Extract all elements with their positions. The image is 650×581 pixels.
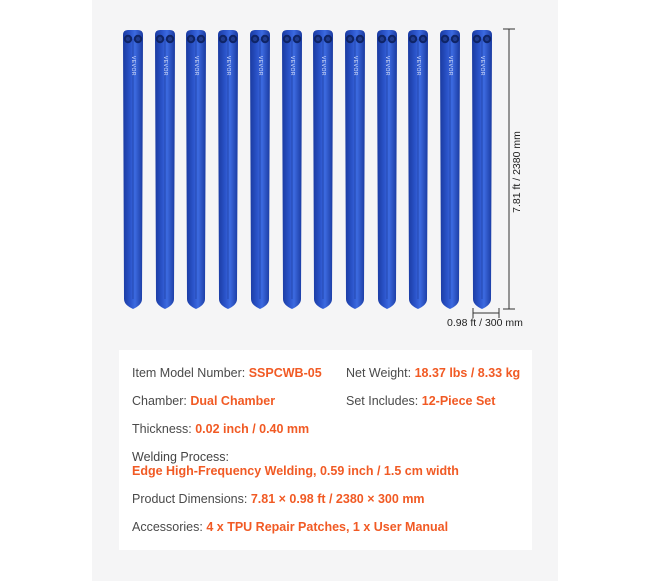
spec-value: Dual Chamber xyxy=(190,394,276,408)
spec-label: Accessories: xyxy=(132,520,207,534)
spec-label: Chamber: xyxy=(132,394,191,408)
spec-thickness xyxy=(132,422,309,436)
spec-value: 12-Piece Set xyxy=(421,394,496,408)
spec-accessories xyxy=(132,520,448,534)
spec-label: Product Dimensions: xyxy=(132,492,251,506)
spec-set-includes xyxy=(346,394,495,408)
spec-dimensions xyxy=(132,492,425,506)
width-dimension-label: 0.98 ft / 300 mm xyxy=(447,317,523,329)
spec-value: SSPCWB-05 xyxy=(248,366,322,380)
brand-logo: VEVOR xyxy=(161,55,168,77)
brand-logo: VEVOR xyxy=(225,55,232,77)
spec-panel xyxy=(119,350,532,550)
spec-value: 7.81 × 0.98 ft / 2380 × 300 mm xyxy=(250,492,425,506)
spec-label: Thickness: xyxy=(132,422,196,436)
spec-value: 4 x TPU Repair Patches, 1 x User Manual xyxy=(206,520,449,534)
brand-logo: VEVOR xyxy=(288,55,295,77)
spec-value: 18.37 lbs / 8.33 kg xyxy=(414,366,521,380)
brand-logo: VEVOR xyxy=(320,55,327,77)
brand-logo: VEVOR xyxy=(193,55,200,77)
spec-label: Set Includes: xyxy=(346,394,422,408)
spec-label: Item Model Number: xyxy=(132,366,249,380)
brand-logo: VEVOR xyxy=(478,55,485,77)
brand-logo: VEVOR xyxy=(447,55,453,77)
brand-logo: VEVOR xyxy=(383,55,390,77)
spec-label: Net Weight: xyxy=(346,366,415,380)
brand-logo: VEVOR xyxy=(351,55,358,77)
spec-item-model xyxy=(132,366,322,380)
brand-logo: VEVOR xyxy=(130,55,136,77)
spec-welding-value xyxy=(132,464,459,478)
spec-net-weight xyxy=(346,366,520,380)
spec-chamber xyxy=(132,394,275,408)
spec-value: Edge High-Frequency Welding, 0.59 inch / 1.5 cm width xyxy=(132,464,459,478)
spec-welding-label: Welding Process: xyxy=(132,450,230,464)
brand-logo: VEVOR xyxy=(256,55,263,77)
brand-logo: VEVOR xyxy=(415,55,422,77)
spec-value: 0.02 inch / 0.40 mm xyxy=(195,422,310,436)
height-dimension-label: 7.81 ft / 2380 mm xyxy=(511,131,523,213)
